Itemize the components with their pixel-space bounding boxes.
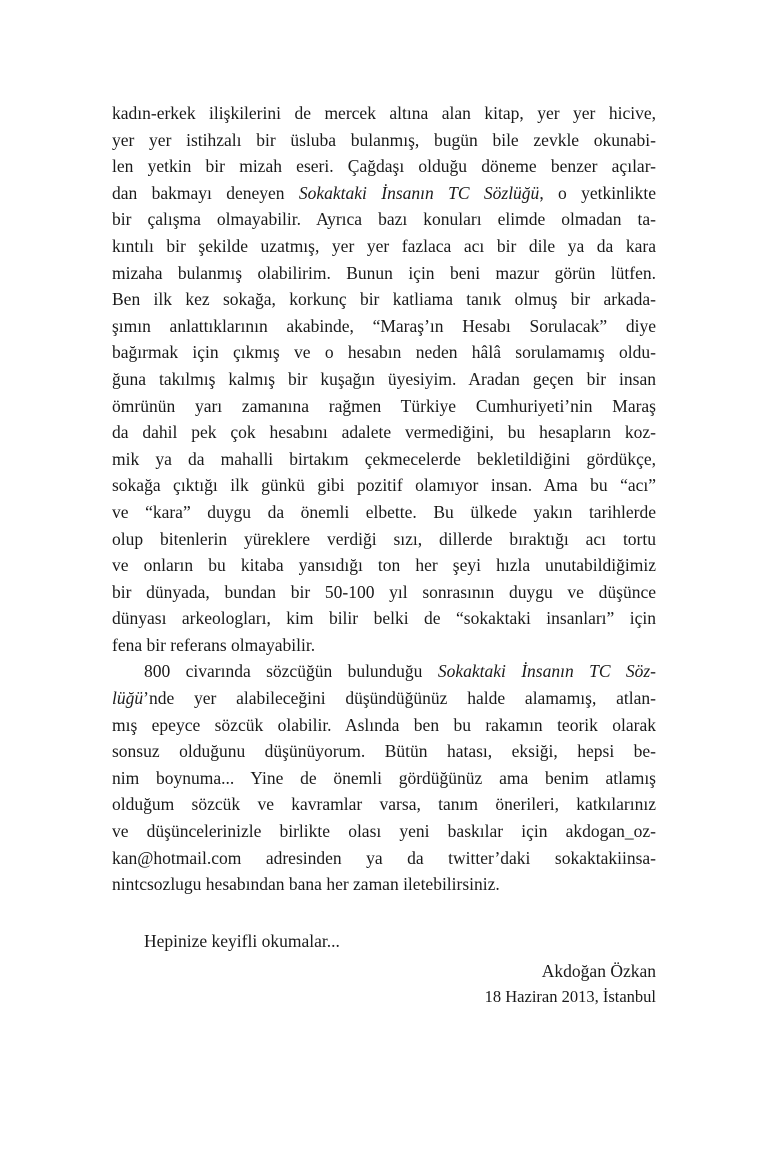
page-body: [112, 100, 656, 954]
text-segment: 800 civarında sözcüğün bulunduğu: [144, 661, 438, 682]
text-line: kan@hotmail.com adresinden ya da twitter’daki sokaktakiinsa-: [112, 847, 656, 868]
text-line: dünyası arkeologları, kim bilir belki de “sokaktaki insanları” için: [112, 608, 656, 629]
text-line: bir dünyada, bundan bir 50-100 yıl sonrasının duygu ve düşünce: [112, 581, 656, 602]
text-line: olup bitenlerin yüreklere verdiği sızı, dillerde bıraktığı acı tortu: [112, 528, 656, 549]
book-title: Sokaktaki İnsanın TC Söz-: [437, 661, 656, 682]
author-name: Akdoğan Özkan: [541, 961, 656, 981]
text-line: Ben ilk kez sokağa, korkunç bir katliama tanık olmuş bir arkada-: [112, 289, 656, 310]
text-line: [112, 685, 656, 712]
paragraph-gap: [112, 898, 656, 928]
text-line: sokağa çıktığı ilk günkü gibi pozitif olamıyor insan. Ama bu “acı”: [112, 475, 656, 496]
book-title: Sokaktaki İnsanın TC Sözlüğü: [298, 182, 540, 203]
text-line: len yetkin bir mizah eseri. Çağdaşı olduğu döneme benzer açılar-: [112, 156, 656, 177]
text-line: mik ya da mahalli birtakım çekmecelerde bekletildiğini gördükçe,: [112, 448, 656, 469]
text-line: bir çalışma olmayabilir. Ayrıca bazı konuları elimde olmadan ta-: [112, 209, 656, 230]
text-line: ve onların bu kitaba yansıdığı ton her şeyi hızla unutabildiğimiz: [112, 555, 656, 576]
text-line: [112, 180, 656, 207]
text-segment: , o yetkinlikte: [539, 182, 656, 203]
text-line: kadın-erkek ilişkilerini de mercek altına alan kitap, yer yer hicive,: [112, 103, 656, 123]
text-line: kıntılı bir şekilde uzatmış, yer yer fazlaca acı bir dile ya da kara: [112, 235, 656, 256]
text-line: yer yer istihzalı bir üsluba bulanmış, bugün bile zevkle okunabi-: [112, 129, 656, 150]
text-line: bağırmak için çıkmış ve o hesabın neden hâlâ sorulamamış oldu-: [112, 342, 656, 363]
text-line: ve “kara” duygu da önemli elbette. Bu ülkede yakın tarihlerde: [112, 501, 656, 522]
closing-line: Hepinize keyifli okumalar...: [144, 930, 340, 951]
text-line: da dahil pek çok hesabını adalete vermediğini, bu hesapların koz-: [112, 422, 656, 443]
signature-block: [485, 958, 656, 1010]
text-line: şımın anlattıklarının akabinde, “Maraş’ın Hesabı Sorulacak” diye: [112, 315, 656, 336]
text-line: olduğum sözcük ve kavramlar varsa, tanım önerileri, katkılarınız: [112, 794, 656, 815]
text-line: nintcsozlugu hesabından bana her zaman iletebilirsiniz.: [112, 874, 500, 895]
paragraph-1: [112, 100, 656, 658]
text-line: ğuna takılmış kalmış bir kuşağın üyesiyim. Aradan geçen bir insan: [112, 368, 656, 389]
paragraph-2: [112, 658, 656, 897]
text-line: mizaha bulanmış olabilirim. Bunun için beni mazur görün lütfen.: [112, 262, 656, 283]
text-line: nim boynuma... Yine de önemli gördüğünüz ama benim atlamış: [112, 767, 656, 788]
date-place: 18 Haziran 2013, İstanbul: [484, 987, 656, 1006]
book-title: lüğü: [112, 688, 144, 709]
text-line: [112, 658, 656, 685]
text-line: mış epeyce sözcük olabilir. Aslında ben bu rakamın teorik olarak: [112, 714, 656, 735]
text-line: ve düşüncelerinizle birlikte olası yeni baskılar için akdogan_oz-: [112, 821, 656, 842]
text-segment: ’nde yer alabileceğini düşündüğünüz halde alamamış, atlan-: [143, 688, 656, 709]
text-line: fena bir referans olmayabilir.: [112, 634, 316, 655]
text-line: sonsuz olduğunu düşünüyorum. Bütün hatası, eksiği, hepsi be-: [112, 741, 656, 762]
text-segment: dan bakmayı deneyen: [112, 182, 299, 203]
text-line: ömrünün yarı zamanına rağmen Türkiye Cumhuriyeti’nin Maraş: [112, 395, 656, 416]
